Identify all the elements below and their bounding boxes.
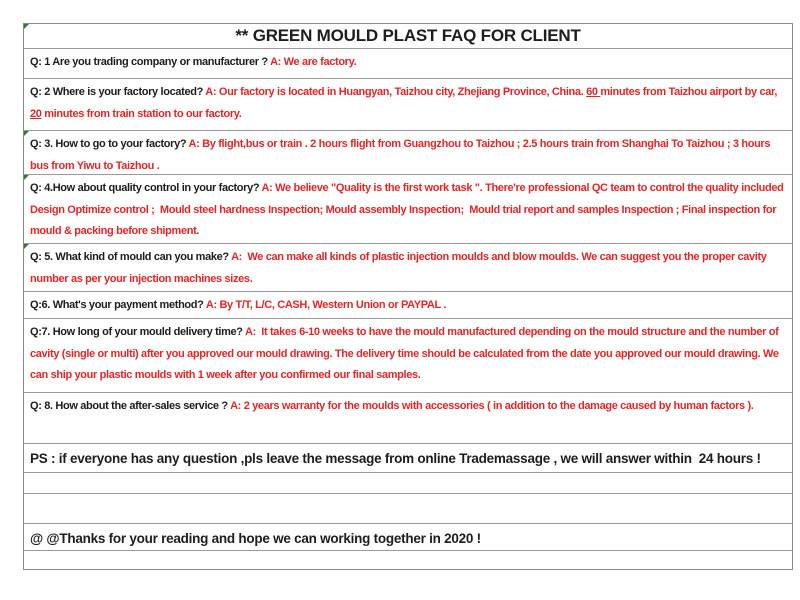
faq-rows [24, 49, 792, 569]
faq-row-empty-1 [24, 473, 792, 494]
question-text: PS : if everyone has any question ,pls leave the message from online Trademassage , we will answer within 24 hours ! [30, 451, 761, 466]
answer-text: minutes from Taizhou airport by car, [600, 86, 780, 98]
faq-row-q6 [24, 292, 792, 319]
faq-row-q2 [24, 79, 792, 131]
faq-title-row [24, 24, 792, 49]
question-text: @ @Thanks for your reading and hope we can working together in 2020 ! [30, 531, 481, 546]
question-text: Q: 3. How to go to your factory? [30, 138, 189, 150]
question-text: Q: 5. What kind of mould can you make? [30, 251, 232, 263]
cell-comment-marker-icon [24, 175, 29, 180]
answer-text: A: We are factory. [270, 56, 357, 68]
question-text: Q:7. How long of your mould delivery time? [30, 326, 245, 338]
answer-text: 20 [30, 107, 42, 120]
faq-row-q8 [24, 393, 792, 444]
faq-row-empty-2 [24, 494, 792, 524]
faq-row-thanks [24, 524, 792, 551]
faq-row-q7 [24, 319, 792, 393]
cell-comment-marker-icon [24, 244, 29, 249]
faq-row-q5 [24, 244, 792, 292]
faq-row-q1 [24, 49, 792, 79]
answer-text: 60 [586, 86, 601, 98]
answer-text: A: We believe "Quality is the first work task ". There're professional QC team to control the quality included Design Optimize control ; Mould steel hardness Inspection; Mould assembly Inspection; Mould trial report and samples Inspection ; Final inspection for mould & packing before shipment. [30, 182, 787, 237]
question-text: Q: 1 Are you trading company or manufacturer ? [30, 56, 271, 68]
question-text: Q:6. What's your payment method? [30, 299, 206, 311]
answer-text: minutes from train station to our factory. [41, 107, 242, 120]
cell-comment-marker-icon [24, 131, 29, 136]
faq-table [23, 23, 793, 570]
page-title: ** GREEN MOULD PLAST FAQ FOR CLIENT [235, 26, 581, 45]
faq-row-q4 [24, 175, 792, 244]
answer-text: A: It takes 6-10 weeks to have the mould manufactured depending on the mould structure and the number of cavity (single or multi) after you approved our mould drawing. The delivery time should be calculated from the date you approved our mould drawing. We can ship your plastic moulds with 1 week after you confirmed our final samples. [30, 326, 782, 381]
cell-comment-marker-icon [24, 24, 29, 29]
answer-text: A: 2 years warranty for the moulds with accessories ( in addition to the damage caused by human factors ). [230, 400, 754, 412]
answer-text: A: Our factory is located in Huangyan, Taizhou city, Zhejiang Province, China. [205, 86, 587, 98]
answer-text: A: By T/T, L/C, CASH, Western Union or PAYPAL . [205, 299, 447, 311]
answer-text: A: We can make all kinds of plastic injection moulds and blow moulds. We can suggest you the proper cavity number as per your injection machines sizes. [30, 251, 770, 285]
answer-text: A: By flight,bus or train . 2 hours flight from Guangzhou to Taizhou ; 2.5 hours train from Shanghai To Taizhou ; 3 hours bus from Yiwu to Taizhou . [30, 138, 773, 172]
question-text: Q: 4.How about quality control in your factory? [30, 182, 262, 194]
faq-row-empty-3 [24, 551, 792, 569]
faq-row-q3 [24, 131, 792, 175]
faq-row-ps [24, 444, 792, 473]
question-text: Q: 8. How about the after-sales service ? [30, 400, 231, 412]
question-text: Q: 2 Where is your factory located? [30, 86, 206, 98]
